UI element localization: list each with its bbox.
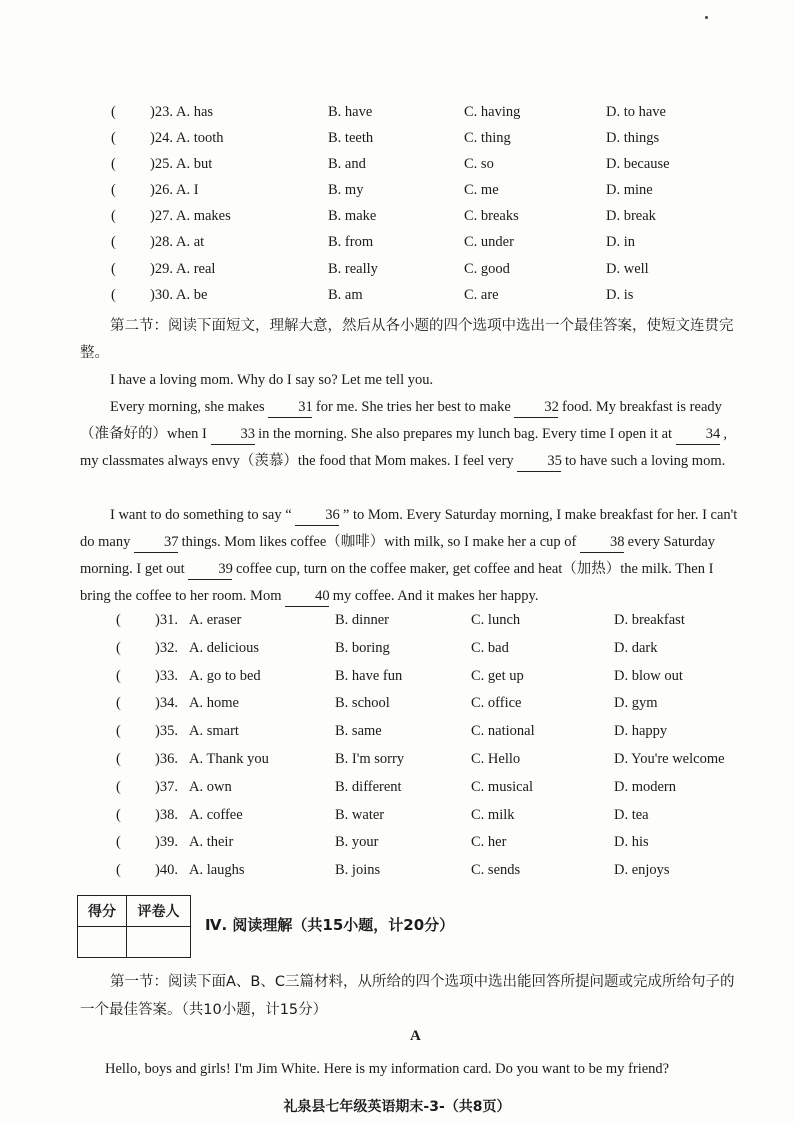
option-b: B. same <box>335 723 382 740</box>
option-c: C. her <box>471 834 507 851</box>
grader-header: 评卷人 <box>127 896 191 927</box>
blank-40[interactable]: 40 <box>285 586 329 607</box>
scan-speck <box>705 16 708 19</box>
blank-37[interactable]: 37 <box>134 532 178 553</box>
question-number: )34. <box>155 695 178 712</box>
option-b: B. joins <box>335 862 381 879</box>
score-table <box>77 895 191 958</box>
blank-35[interactable]: 35 <box>517 451 561 472</box>
question-row <box>0 751 794 779</box>
passage-a-heading: A <box>410 1028 421 1044</box>
cloze-questions-31-40 <box>0 612 794 890</box>
option-a: A. go to bed <box>189 667 261 684</box>
answer-paren: ( <box>116 667 121 684</box>
question-number: )37. <box>155 778 178 795</box>
option-c: C. bad <box>471 639 509 656</box>
question-row <box>0 834 794 862</box>
question-row <box>0 261 794 287</box>
option-c: C. so <box>464 156 494 173</box>
option-a: A. makes <box>176 208 231 225</box>
option-b: B. boring <box>335 639 390 656</box>
option-b: B. am <box>328 286 363 303</box>
option-d: D. gym <box>614 695 658 712</box>
option-b: B. and <box>328 156 366 173</box>
passage-paragraph-1: I have a loving mom. Why do I say so? Let me tell you. <box>110 372 434 388</box>
question-number: )28. <box>150 234 173 251</box>
section2-instructions: 第二节：阅读下面短文，理解大意，然后从各小题的四个选项中选出一个最佳答案，使短文连贯完整。 <box>80 318 734 361</box>
option-d: D. blow out <box>614 667 683 684</box>
option-d: D. his <box>614 834 649 851</box>
option-a: A. but <box>176 156 213 173</box>
option-d: D. because <box>606 156 670 173</box>
question-row <box>0 156 794 182</box>
option-b: B. school <box>335 695 390 712</box>
option-a: A. own <box>189 778 232 795</box>
passage-text: my coffee. And it makes her happy. <box>332 588 539 604</box>
option-c: C. lunch <box>471 612 521 628</box>
option-a: A. delicious <box>189 639 260 656</box>
blank-39[interactable]: 39 <box>188 559 232 580</box>
answer-paren: ( <box>111 156 116 173</box>
option-a: A. has <box>176 104 214 120</box>
question-number: )26. <box>150 182 173 199</box>
question-number: )25. <box>150 156 173 173</box>
option-a: A. Thank you <box>189 750 269 767</box>
page-footer: 礼泉县七年级英语期末-3-（共8页） <box>283 1099 511 1115</box>
answer-paren: ( <box>116 834 121 851</box>
blank-31[interactable]: 31 <box>268 397 312 418</box>
question-row <box>0 695 794 723</box>
question-number: )32. <box>155 639 178 656</box>
question-number: )27. <box>150 208 173 225</box>
option-d: D. modern <box>614 778 677 795</box>
option-d: D. mine <box>606 182 653 199</box>
blank-34[interactable]: 34 <box>676 424 720 445</box>
question-number: )29. <box>150 260 173 277</box>
option-c: C. office <box>471 695 522 712</box>
question-row <box>0 612 794 640</box>
answer-paren: ( <box>116 723 121 740</box>
score-cell[interactable] <box>78 927 127 958</box>
answer-paren: ( <box>111 234 116 251</box>
option-d: D. well <box>606 260 649 277</box>
blank-33[interactable]: 33 <box>211 424 255 445</box>
option-c: C. national <box>471 723 535 740</box>
passage-text: ” to Mom. Every Saturday morning, I make breakfast for her. I can't do many <box>80 507 738 550</box>
question-number: )40. <box>155 862 178 879</box>
option-d: D. happy <box>614 723 668 740</box>
question-number: )23. <box>150 104 173 120</box>
cloze-questions-23-30 <box>0 104 794 313</box>
option-c: C. sends <box>471 862 521 879</box>
passage-text: Every morning, she makes <box>110 399 265 415</box>
option-a: A. real <box>176 260 216 277</box>
option-b: B. your <box>335 834 379 851</box>
passage-text: food. My breakfast is ready（准备好的）when I <box>80 399 722 442</box>
question-number: )35. <box>155 723 178 740</box>
answer-paren: ( <box>116 695 121 712</box>
question-number: )31. <box>155 612 178 628</box>
question-row <box>0 640 794 668</box>
answer-paren: ( <box>111 286 116 303</box>
question-row <box>0 807 794 835</box>
option-b: B. dinner <box>335 612 389 628</box>
option-d: D. is <box>606 286 634 303</box>
passage-text: I want to do something to say “ <box>110 507 292 523</box>
option-a: A. smart <box>189 723 239 740</box>
option-a: A. coffee <box>189 806 243 823</box>
option-c: C. are <box>464 286 499 303</box>
option-a: A. their <box>189 834 234 851</box>
option-b: B. have fun <box>335 667 403 684</box>
answer-paren: ( <box>111 182 116 199</box>
question-row <box>0 208 794 234</box>
option-d: D. tea <box>614 806 649 823</box>
option-c: C. good <box>464 260 510 277</box>
option-c: C. Hello <box>471 750 521 767</box>
passage-text: in the morning. She also prepares my lunch bag. Every time I open it at <box>258 426 673 442</box>
option-b: B. different <box>335 778 402 795</box>
option-a: A. at <box>176 234 205 251</box>
option-a: A. I <box>176 182 199 199</box>
option-b: B. I'm sorry <box>335 750 405 767</box>
passage-text: coffee cup, turn on the coffee maker, get coffee and heat（加热）the milk. Then I bring the coffee to her room. Mom <box>80 561 714 604</box>
option-b: B. really <box>328 260 378 277</box>
part4-title: Ⅳ. 阅读理解（共15小题，计20分） <box>205 916 455 934</box>
passage-text: for me. She tries her best to make <box>315 399 511 415</box>
answer-paren: ( <box>116 612 121 628</box>
option-d: D. breakfast <box>614 612 685 628</box>
passage-text: things. Mom likes coffee（咖啡）with milk, so I make her a cup of <box>181 534 577 550</box>
question-row <box>0 723 794 751</box>
option-c: C. thing <box>464 130 511 147</box>
answer-paren: ( <box>116 639 121 656</box>
question-row <box>0 104 794 130</box>
option-d: D. You're welcome <box>614 750 725 767</box>
passage-text: every Saturday morning. I get out <box>80 534 716 577</box>
blank-36[interactable]: 36 <box>295 505 339 526</box>
option-b: B. my <box>328 182 364 199</box>
answer-paren: ( <box>116 862 121 879</box>
score-header: 得分 <box>78 896 127 927</box>
option-d: D. enjoys <box>614 862 670 879</box>
question-row <box>0 862 794 890</box>
option-b: B. make <box>328 208 377 225</box>
blank-38[interactable]: 38 <box>580 532 624 553</box>
passage-paragraph-2 <box>80 394 740 475</box>
answer-paren: ( <box>111 130 116 147</box>
option-b: B. have <box>328 104 373 120</box>
question-row <box>0 234 794 260</box>
option-a: A. tooth <box>176 130 224 147</box>
option-b: B. from <box>328 234 374 251</box>
option-d: D. in <box>606 234 635 251</box>
option-c: C. musical <box>471 778 534 795</box>
question-row <box>0 779 794 807</box>
passage-text: , my classmates always envy（羡慕）the food that Mom makes. I feel very <box>80 426 727 469</box>
answer-paren: ( <box>111 260 116 277</box>
question-row <box>0 182 794 208</box>
option-d: D. break <box>606 208 656 225</box>
option-a: A. home <box>189 695 239 712</box>
question-row <box>0 130 794 156</box>
option-b: B. water <box>335 806 385 823</box>
option-d: D. to have <box>606 104 666 120</box>
question-number: )33. <box>155 667 178 684</box>
option-c: C. get up <box>471 667 524 684</box>
passage-text: to have such a loving mom. <box>564 453 726 469</box>
answer-paren: ( <box>116 778 121 795</box>
option-d: D. dark <box>614 639 658 656</box>
question-number: )30. <box>150 286 173 303</box>
option-c: C. breaks <box>464 208 519 225</box>
option-a: A. laughs <box>189 862 245 879</box>
part4-section1-instructions: 第一节：阅读下面A、B、C三篇材料，从所给的四个选项中选出能回答所提问题或完成所给句子的一个最佳答案。（共10小题，计15分） <box>80 974 735 1018</box>
question-number: )36. <box>155 750 178 767</box>
answer-paren: ( <box>116 750 121 767</box>
question-row <box>0 287 794 313</box>
option-a: A. be <box>176 286 208 303</box>
option-c: C. having <box>464 104 521 120</box>
grader-cell[interactable] <box>127 927 191 958</box>
question-number: )24. <box>150 130 173 147</box>
option-c: C. milk <box>471 806 515 823</box>
option-c: C. under <box>464 234 514 251</box>
passage-a-first-line: Hello, boys and girls! I'm Jim White. Here is my information card. Do you want to be my friend? <box>105 1061 670 1077</box>
answer-paren: ( <box>111 208 116 225</box>
answer-paren: ( <box>111 104 116 120</box>
passage-paragraph-3 <box>80 502 740 610</box>
answer-paren: ( <box>116 806 121 823</box>
question-number: )39. <box>155 834 178 851</box>
blank-32[interactable]: 32 <box>514 397 558 418</box>
question-number: )38. <box>155 806 178 823</box>
option-c: C. me <box>464 182 499 199</box>
question-row <box>0 668 794 696</box>
option-a: A. eraser <box>189 612 242 628</box>
option-d: D. things <box>606 130 660 147</box>
option-b: B. teeth <box>328 130 374 147</box>
